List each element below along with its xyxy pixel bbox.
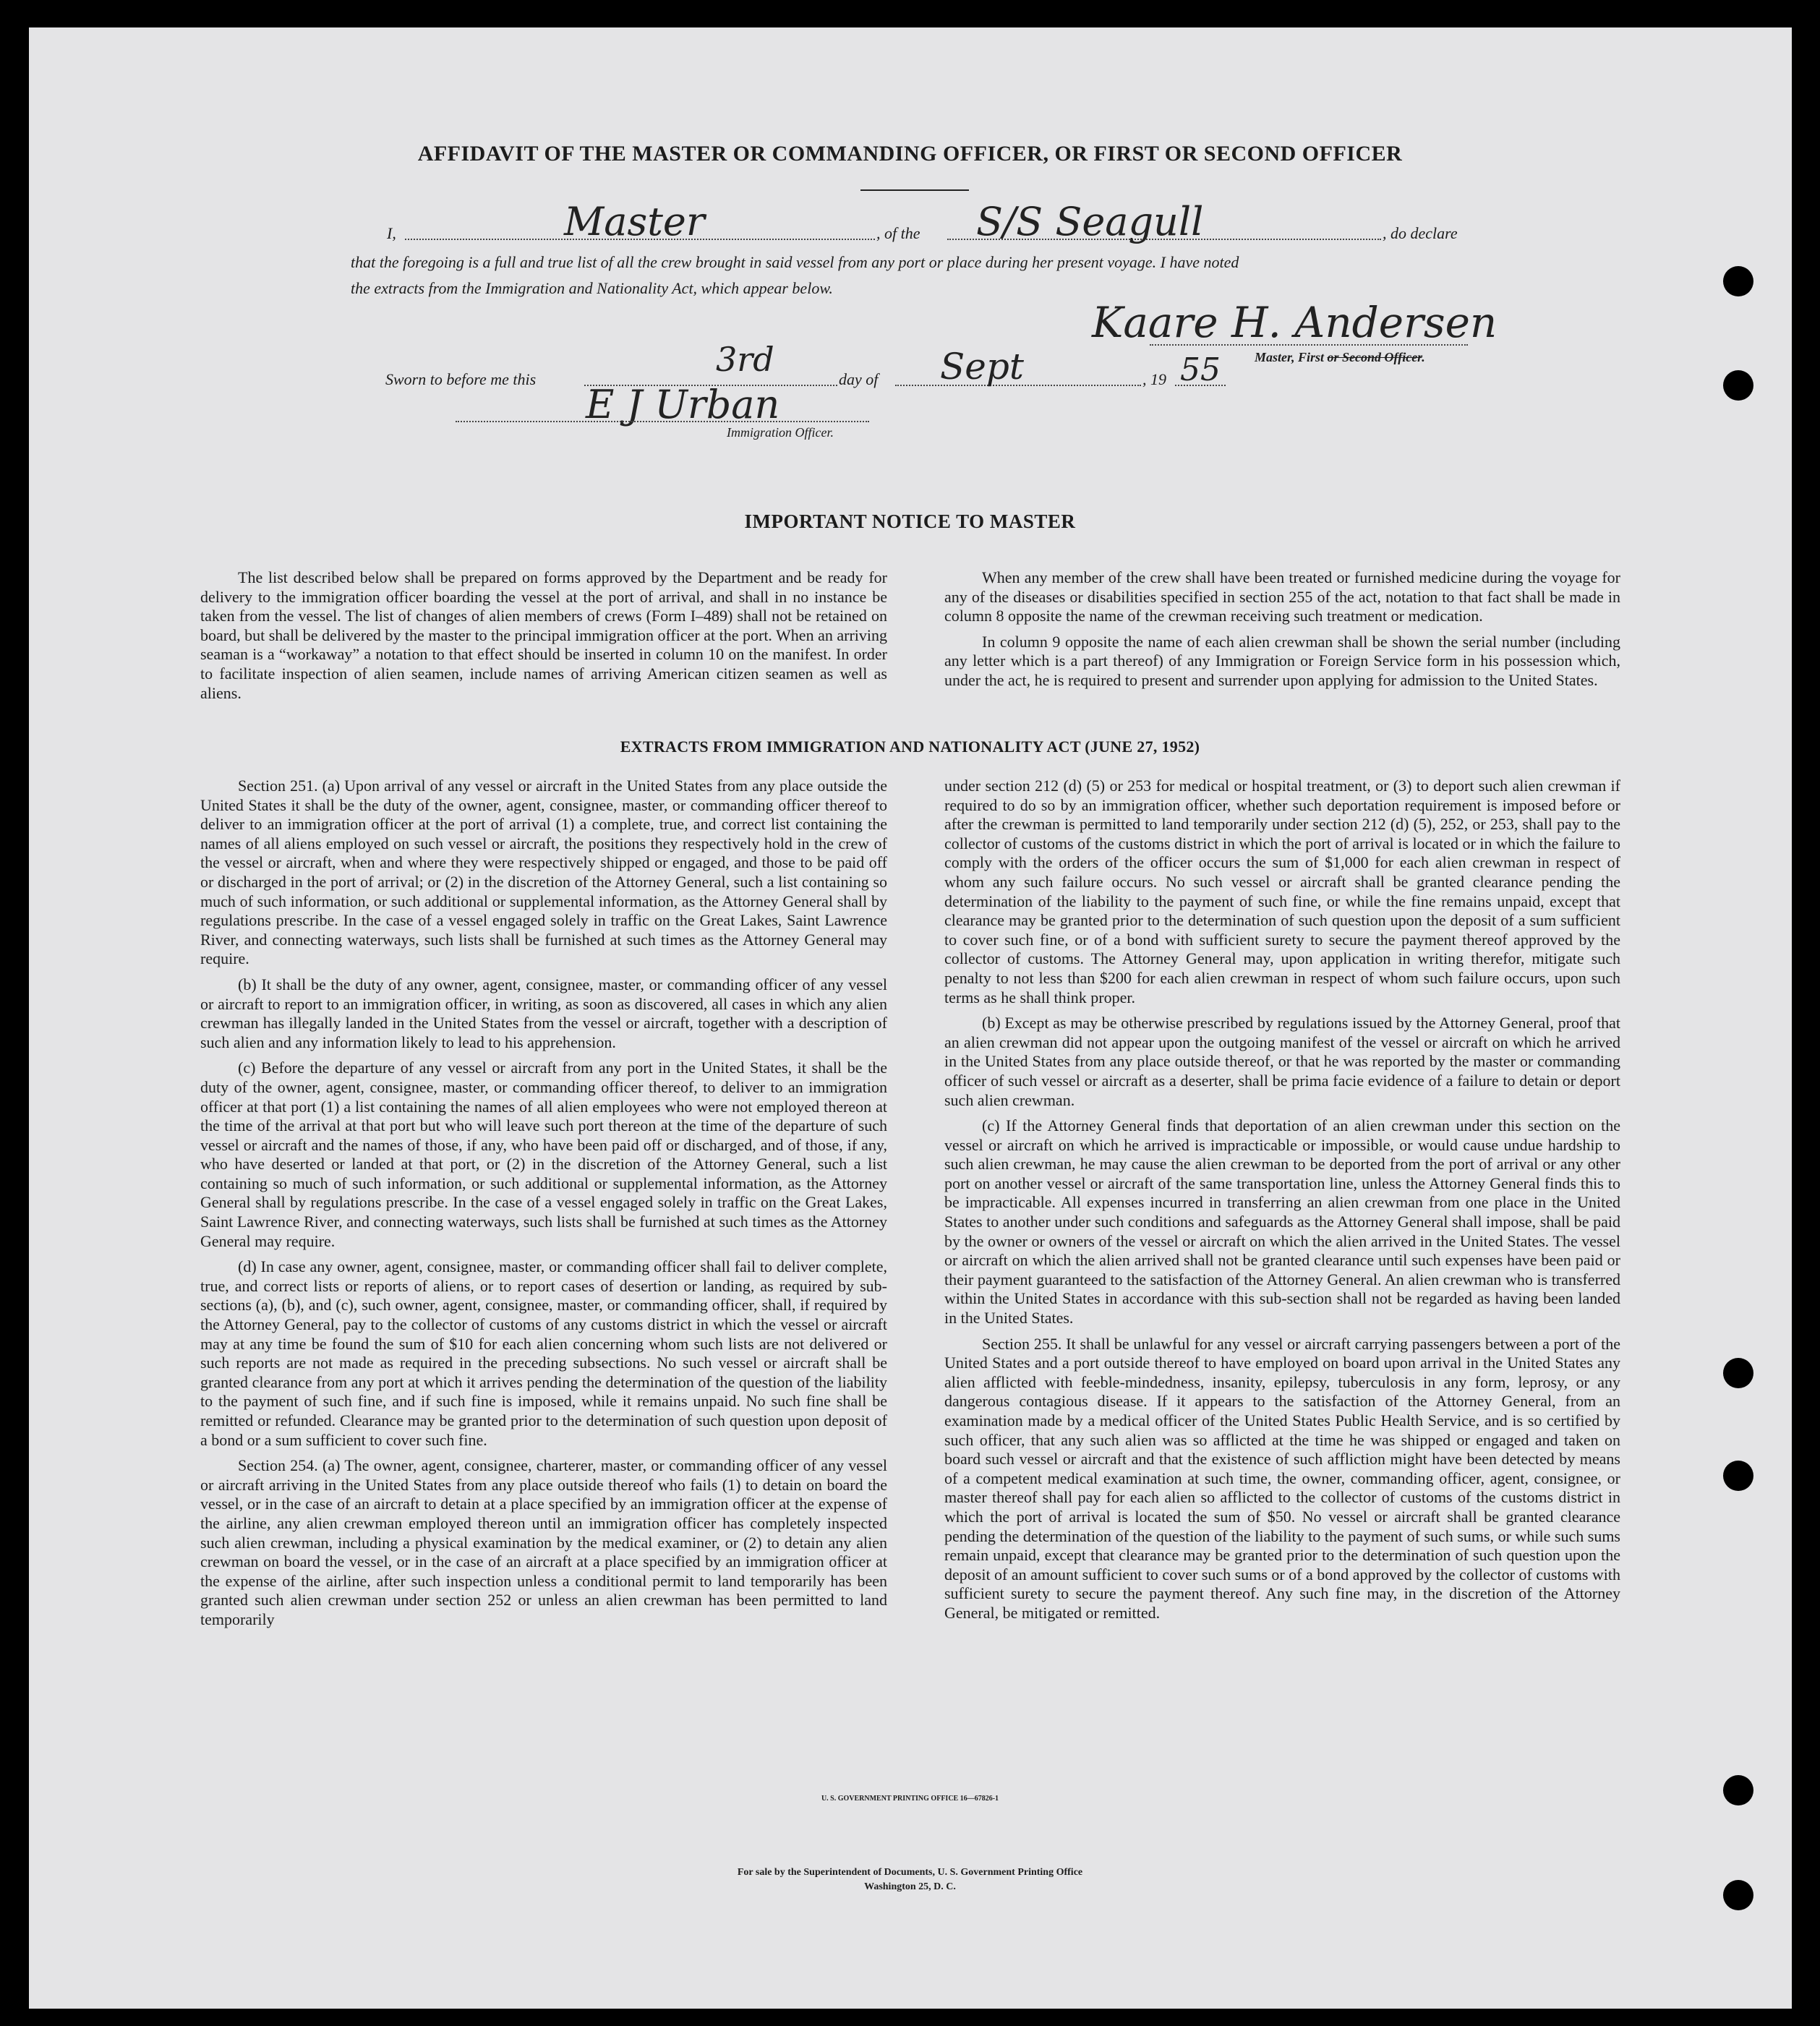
extracts-heading: EXTRACTS FROM IMMIGRATION AND NATIONALITY ACT (JUNE 27, 1952) bbox=[620, 738, 1200, 756]
handwritten-name: Master bbox=[564, 199, 705, 244]
section-254b: (b) Except as may be otherwise prescribed by regulations issued by the Attorney General, proof that an alien crewman did not appear upon the outgoing manifest of the vessel or aircraft on which he arrived in the United States from any place outside thereof, or that he was reported by the master or commanding officer of such vessel or aircraft as a deserter, shall be prima facie evidence of a failure to detain or deport such alien crewman. bbox=[944, 1014, 1620, 1109]
heading-rule bbox=[860, 189, 969, 191]
notice-left bbox=[200, 568, 887, 709]
section-251b: (b) It shall be the duty of any owner, agent, consignee, master, or commanding officer of any vessel or aircraft to report to an immigration officer, in writing, as soon as discovered, all cases in which any alien crewman has illegally landed in the United States from the vessel or aircraft, together with a description of such alien and any information likely to lead to his apprehension. bbox=[200, 975, 887, 1051]
extracts-right bbox=[944, 777, 1620, 1630]
notice-right-paragraph: In column 9 opposite the name of each alien crewman shall be shown the serial number (including any letter which is a part thereof) of any Immigration or Foreign Service form in his possession which, under the act, he is required to present and surrender upon applying for admission to the United States. bbox=[944, 632, 1620, 689]
punch-hole bbox=[1723, 370, 1753, 401]
notice-left-paragraph: The list described below shall be prepared on forms approved by the Department and be ready for delivery to the immigration officer boarding the vessel at the port of arrival, and shall in no instance be taken from the vessel. The list of changes of alien members of crews (Form I–489) shall not be retained on board, but shall be delivered by the master to the principal immigration officer at the port. When an arriving seaman is a “workaway” a notation to that effect should be inserted in column 10 on the manifest. In order to facilitate inspection of alien seamen, include names of arriving American citizen seamen as well as aliens. bbox=[200, 568, 887, 702]
handwritten-vessel: S/S Seagull bbox=[976, 199, 1204, 244]
notice-right-paragraph: When any member of the crew shall have been treated or furnished medicine during the voyage for any of the diseases or disabilities specified in section 255 of the act, notation to that fact shall be made in column 8 opposite the name of the crewman receiving such treatment or medication. bbox=[944, 568, 1620, 625]
officer-signature: E J Urban bbox=[586, 382, 780, 427]
sworn-prefix: Sworn to before me this bbox=[385, 370, 537, 388]
section-251d: (d) In case any owner, agent, consignee, master, or commanding officer shall fail to deliver complete, true, and correct lists or reports of aliens, or to report cases of desertion or landing, as required by sub-sections (a), (b), and (c), such owner, agent, consignee, master, or commanding officer, shall, if required by the Attorney General, pay to the collector of customs of any customs district in which the vessel or aircraft may at any time be found the sum of $10 for each alien concerning whom such lists are not delivered or such reports are not made as required in the preceding subsections. No such vessel or aircraft shall be granted clearance from any port at which it arrives pending the determination of the question of the liability to the payment of such fine, and if such fine is imposed, while it remains unpaid. No such fine shall be remitted or refunded. Clearance may be granted prior to the determination of such question upon deposit of a bond or a sum sufficient to cover such fine. bbox=[200, 1257, 887, 1449]
sale-line-1: For sale by the Superintendent of Documents, U. S. Government Printing Office bbox=[737, 1867, 1083, 1878]
section-251c: (c) Before the departure of any vessel or aircraft from any port in the United States, it shall be the duty of the owner, agent, consignee, master, or commanding officer thereof, to deliver to an immigration officer at that port (1) a list containing the names of all alien employees who were not employed thereon at the time of the arrival at that port but who will leave such port thereon at the time of the departure of such vessel or aircraft and the names of those, if any, who have been paid off or discharged, and of those, if any, who have deserted or landed at that port, or (2) in the discretion of the Attorney General, such a list containing so much of such information, or such additional or supplemental information, as the Attorney General shall by regulations prescribe. In the case of a vessel engaged solely in traffic on the Great Lakes, Saint Lawrence River, and connecting waterways, such lists shall be furnished at such times as the Attorney General may require. bbox=[200, 1059, 887, 1250]
officer-caption: Immigration Officer. bbox=[727, 425, 834, 440]
punch-hole bbox=[1723, 266, 1753, 296]
master-caption-end: . bbox=[1422, 350, 1425, 364]
punch-hole bbox=[1723, 1461, 1753, 1491]
printer-line: U. S. GOVERNMENT PRINTING OFFICE 16—67826-1 bbox=[821, 1795, 999, 1803]
affidavit-line2: that the foregoing is a full and true list of all the crew brought in said vessel from any port or place during her present voyage. I have noted bbox=[351, 253, 1239, 271]
punch-hole bbox=[1723, 1358, 1753, 1388]
handwritten-month: Sept bbox=[940, 346, 1024, 388]
section-255: Section 255. It shall be unlawful for any vessel or aircraft carrying passengers between a port of the United States and a port outside thereof to have employed on board upon arrival in the United States any alien afflicted with feeble-mindedness, insanity, epilepsy, tuberculosis in any form, leprosy, or any dangerous contagious disease. If it appears to the satisfaction of the Attorney General, from an examination made by a medical officer of the United States Public Health Service, and is so certified by such officer, that any such alien was so afflicted at the time he was shipped or engaged and taken on board such vessel or aircraft and that the existence of such affliction might have been detected by means of a competent medical examination at such time, the owner, commanding officer, agent, consignee, or master thereof shall pay for each alien so afflicted to the collector of customs of the customs district in which the port of arrival is located the sum of $50. No vessel or aircraft shall be granted clearance pending the determination of the question of the liability to the payment of such sums, or while such sums remain unpaid, except that clearance may be granted prior to the determination of such question upon the deposit of an amount sufficient to cover such sums or of a bond approved by the collector of customs with sufficient surety to secure the payment thereof. Any such fine may, in the discretion of the Attorney General, be mitigated or remitted. bbox=[944, 1334, 1620, 1622]
master-caption bbox=[1255, 350, 1425, 365]
notice-heading: IMPORTANT NOTICE TO MASTER bbox=[744, 510, 1076, 532]
affidavit-line1-mid: , of the bbox=[876, 224, 920, 242]
master-signature: Kaare H. Andersen bbox=[1092, 298, 1498, 347]
officer-signature-line bbox=[456, 421, 869, 422]
section-254a-continued: under section 212 (d) (5) or 253 for medical or hospital treatment, or (3) to deport such alien crewman if required to do so by an immigration officer, whether such deportation requirement is imposed before or after the crewman is permitted to land temporarily under section 212 (d) (5), 252, or 253, shall pay to the collector of customs of the customs district in which the port of arrival is located or in which the failure to comply with the orders of the officer occurs the sum of $1,000 for each alien crewman in respect of whom any such failure occurs. No such vessel or aircraft shall be granted clearance pending the determination of the liability to the payment of such fine, or while the fine remains unpaid, except that clearance may be granted prior to the determination of such question upon the deposit of a sum sufficient to cover such fine, or of a bond with sufficient surety to secure the payment thereof approved by the collector of customs. The Attorney General may, upon application in writing therefor, mitigate such penalty to not less than $200 for each alien crewman in respect of whom such failure occurs, upon such terms as he shall think proper. bbox=[944, 777, 1620, 1006]
sale-line-2: Washington 25, D. C. bbox=[864, 1881, 956, 1892]
extracts-left bbox=[200, 777, 887, 1636]
notice-right bbox=[944, 568, 1620, 697]
section-254c: (c) If the Attorney General finds that deportation of an alien crewman under this section on the vessel or aircraft on which he arrived is impracticable or impossible, or would cause undue hardship to such alien crewman, he may cause the alien crewman to be deported from the port of arrival or any other port on another vessel or aircraft of the same transportation line, unless the Attorney General finds this to be impracticable. All expenses incurred in transferring an alien crewman from one place in the United States to another under such conditions and safeguards as the Attorney General shall impose, shall be paid by the owner or owners of the vessel or aircraft on which the alien arrived in the United States. The vessel or aircraft on which the alien arrived shall not be granted clearance until such expenses have been paid or their payment guaranteed to the satisfaction of the Attorney General. An alien crewman who is transferred within the United States in accordance with this sub-section shall not be regarded as having been landed in the United States. bbox=[944, 1116, 1620, 1328]
master-caption-text: Master, First bbox=[1255, 350, 1328, 364]
handwritten-day: 3rd bbox=[716, 340, 774, 379]
section-254a: Section 254. (a) The owner, agent, consignee, charterer, master, or commanding officer of any vessel or aircraft arriving in the United States from any place outside thereof who fails (1) to detain on board the vessel, or in the case of an aircraft to detain at a place specified by an immigration officer at the expense of the airline, any alien crewman employed thereon until an immigration officer has completely inspected such alien crewman, including a physical examination by the medical examiner, or (2) to detain any alien crewman on board the vessel, or in the case of an aircraft at a place specified by an immigration officer at the expense of the airline, after such inspection unless a conditional permit to land temporarily has been granted such alien crewman under section 252 or unless an alien crewman has been permitted to land temporarily bbox=[200, 1456, 887, 1628]
sworn-day-of: day of bbox=[839, 370, 879, 388]
affidavit-line1-prefix: I, bbox=[387, 224, 396, 242]
master-caption-struck: or Second Officer bbox=[1327, 350, 1422, 364]
affidavit-line3: the extracts from the Immigration and Nationality Act, which appear below. bbox=[351, 279, 833, 297]
handwritten-year: 55 bbox=[1180, 351, 1221, 388]
affidavit-line1-suffix: , do declare bbox=[1383, 224, 1458, 242]
section-251a: Section 251. (a) Upon arrival of any vessel or aircraft in the United States from any place outside the United States it shall be the duty of the owner, agent, consignee, master, or commanding officer thereof to deliver to an immigration officer at the port of arrival (1) a complete, true, and correct list containing the names of all aliens employed on such vessel or aircraft, the positions they respectively hold in the crew of the vessel or aircraft, when and where they were respectively shipped or engaged, and those to be paid off or discharged in the port of arrival; or (2) in the discretion of the Attorney General, such a list containing so much of such information, or such additional or supplemental information, as the Attorney General shall by regulations prescribe. In the case of a vessel engaged solely in traffic on the Great Lakes, Saint Lawrence River, and connecting waterways, such lists shall be furnished at such times as the Attorney General may require. bbox=[200, 777, 887, 968]
master-signature-line bbox=[1150, 344, 1468, 346]
affidavit-heading: AFFIDAVIT OF THE MASTER OR COMMANDING OFFICER, OR FIRST OR SECOND OFFICER bbox=[417, 142, 1403, 166]
sworn-year-prefix: , 19 bbox=[1142, 370, 1166, 388]
